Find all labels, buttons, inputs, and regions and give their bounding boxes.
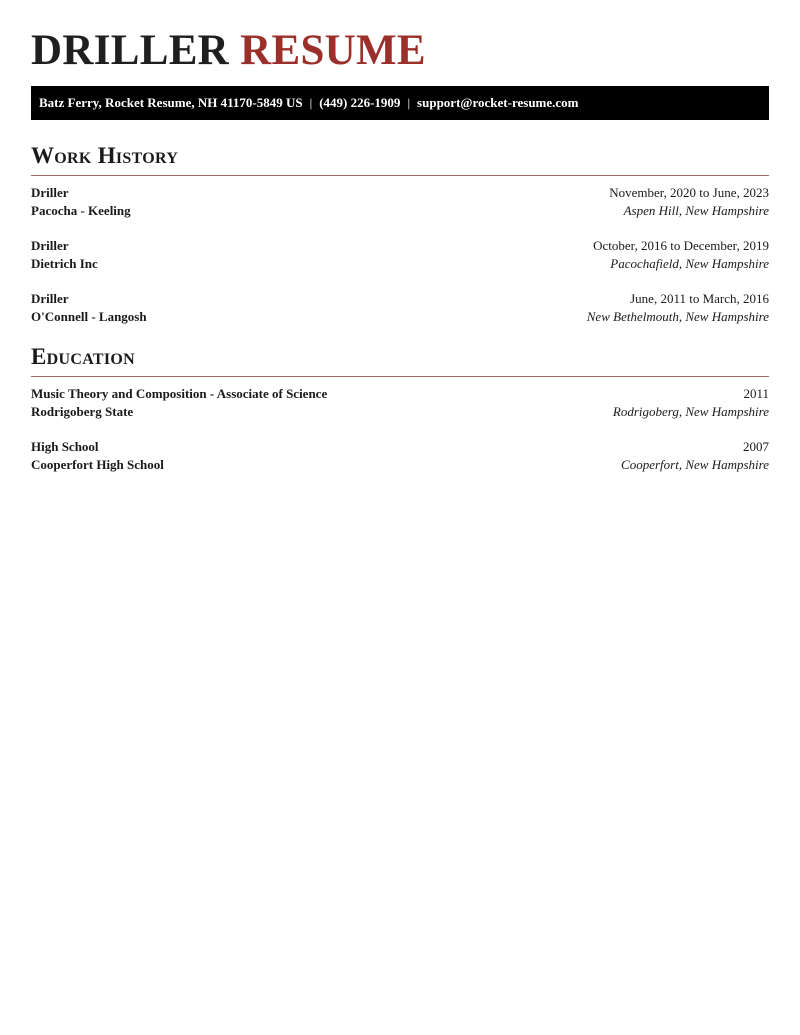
work-entry	[31, 184, 769, 220]
work-entry	[31, 290, 769, 326]
job-dates: October, 2016 to December, 2019	[593, 238, 769, 253]
title-first-word: DRILLER	[31, 27, 230, 74]
job-title: Driller	[31, 185, 69, 200]
title-second-word: RESUME	[240, 27, 426, 74]
work-entry-row	[31, 184, 769, 202]
contact-email: support@rocket-resume.com	[417, 95, 579, 110]
contact-separator: |	[309, 95, 313, 110]
job-location: Pacochafield, New Hampshire	[610, 256, 769, 271]
job-title: Driller	[31, 291, 69, 306]
degree-name: Music Theory and Composition - Associate of Science	[31, 386, 328, 401]
school-location: Cooperfort, New Hampshire	[621, 457, 769, 472]
education-entry-row	[31, 403, 769, 421]
contact-address: Batz Ferry, Rocket Resume, NH 41170-5849 US	[39, 95, 303, 110]
education-entry-row	[31, 456, 769, 474]
job-location: Aspen Hill, New Hampshire	[623, 203, 769, 218]
work-history-heading: Work History	[31, 142, 769, 176]
education-heading: Education	[31, 343, 769, 377]
education-entry	[31, 438, 769, 474]
company-name: O'Connell - Langosh	[31, 309, 147, 324]
company-name: Dietrich Inc	[31, 256, 98, 271]
work-entry-row	[31, 308, 769, 326]
school-location: Rodrigoberg, New Hampshire	[612, 404, 769, 419]
work-entry	[31, 237, 769, 273]
contact-phone: (449) 226-1909	[319, 95, 401, 110]
contact-bar	[31, 86, 769, 120]
resume-title	[31, 0, 769, 76]
work-entry-row	[31, 202, 769, 220]
work-entry-row	[31, 290, 769, 308]
degree-name: High School	[31, 439, 99, 454]
graduation-year: 2011	[743, 386, 769, 401]
graduation-year: 2007	[743, 439, 769, 454]
company-name: Pacocha - Keeling	[31, 203, 131, 218]
job-location: New Bethelmouth, New Hampshire	[586, 309, 769, 324]
work-entry-row	[31, 237, 769, 255]
school-name: Cooperfort High School	[31, 457, 164, 472]
job-dates: June, 2011 to March, 2016	[630, 291, 769, 306]
job-title: Driller	[31, 238, 69, 253]
work-entry-row	[31, 255, 769, 273]
education-entry	[31, 385, 769, 421]
education-entry-row	[31, 438, 769, 456]
contact-separator: |	[407, 95, 411, 110]
education-entry-row	[31, 385, 769, 403]
job-dates: November, 2020 to June, 2023	[609, 185, 769, 200]
school-name: Rodrigoberg State	[31, 404, 134, 419]
